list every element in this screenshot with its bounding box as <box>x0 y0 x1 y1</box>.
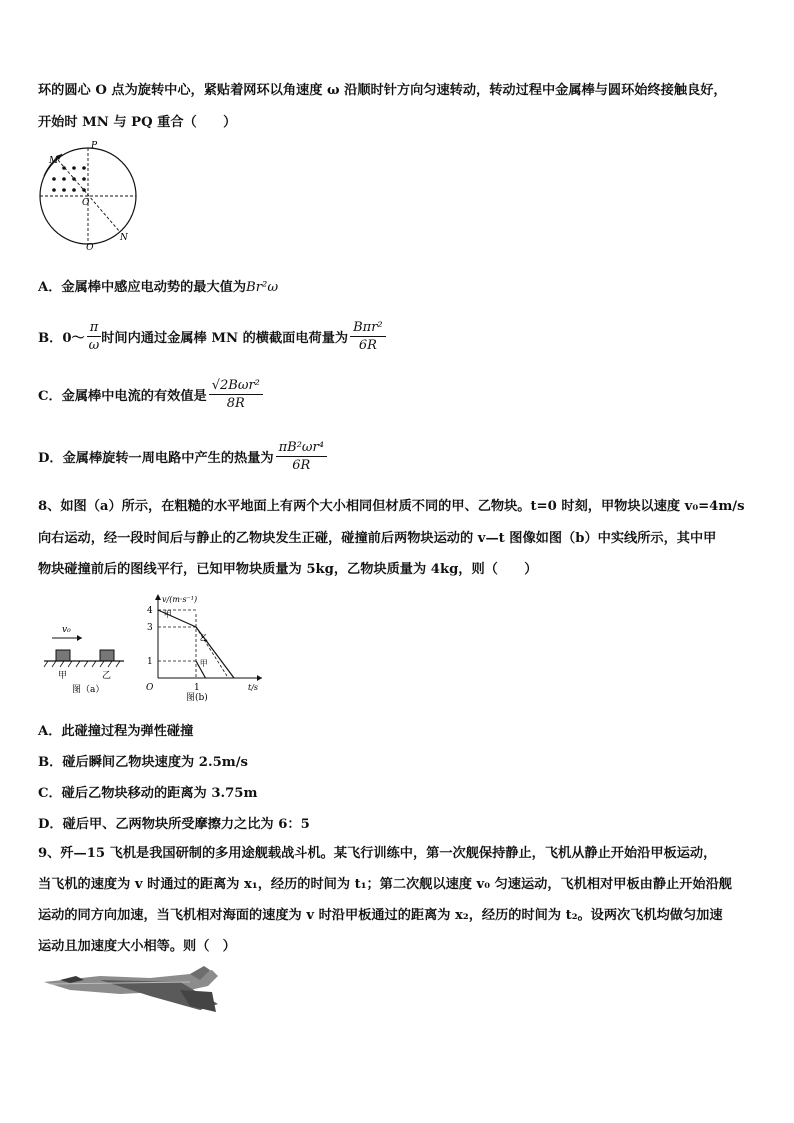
q7-option-b-pre: B．0～ <box>38 331 85 346</box>
q8-option-a: A．此碰撞过程为弹性碰撞 <box>38 724 194 739</box>
frac1-den: ω <box>88 338 100 353</box>
q7-option-b <box>38 320 386 353</box>
frac1-num: π <box>87 320 102 337</box>
q7-option-b-frac2 <box>350 320 386 353</box>
q9-stem-line-1: 9、歼—15 飞机是我国研制的多用途舰载战斗机。某飞行训练中，第一次舰保持静止，飞机从静止开始沿甲板运动， <box>38 846 717 861</box>
q8-option-c: C．碰后乙物块移动的距离为 3.75m <box>38 786 258 801</box>
x-tick-label: 1 <box>194 683 200 693</box>
q7-circle-figure <box>30 138 146 250</box>
q8-stem-line-2: 向右运动，经一段时间后与静止的乙物块发生正碰，碰撞前后两物块运动的 v—t 图像如图（b）中实线所示，其中甲 <box>38 531 717 546</box>
frac2-num: Bπr² <box>350 320 386 337</box>
frac-den: 8R <box>226 396 245 411</box>
q8-figure-a <box>40 620 130 700</box>
q7-option-b-frac1 <box>87 320 102 353</box>
label-q: Q <box>86 243 94 250</box>
q7-stem-line-2: 开始时 MN 与 PQ 重合（ ） <box>38 115 237 130</box>
frac-den: 6R <box>292 458 311 473</box>
q7-stem-line-1: 环的圆心 O 点为旋转中心，紧贴着网环以角速度 ω 沿顺时针方向匀速转动，转动过程中金属棒与圆环始终接触良好， <box>38 83 727 98</box>
q7-option-a-text: A．金属棒中感应电动势的最大值为 <box>38 280 247 295</box>
q9-stem-line-3: 运动的同方向加速，当飞机相对海面的速度为 v 时沿甲板通过的距离为 x₂，经历的时间为 t₂。设两次飞机均做匀加速 <box>38 908 723 923</box>
q8-stem-line-1: 8、如图（a）所示，在粗糙的水平地面上有两个大小相同但材质不同的甲、乙物块。t=0 时刻，甲物块以速度 v₀=4m/s <box>38 499 745 514</box>
fig-a-caption: 图（a） <box>72 685 105 695</box>
q7-option-d <box>38 440 327 473</box>
x-axis-arrow <box>257 675 262 681</box>
frac-num: πB²ωr⁴ <box>276 440 327 457</box>
label-o: O <box>82 198 90 208</box>
series-label-yi: 乙 <box>199 633 208 643</box>
fig-a-v0: v₀ <box>62 625 71 635</box>
q8-vt-chart <box>138 590 268 702</box>
frac-num: √2Bωr² <box>209 378 263 395</box>
q7-option-d-frac <box>276 440 327 473</box>
label-n: N <box>120 233 128 243</box>
label-m: M <box>49 156 59 166</box>
y-tick-label: 1 <box>147 657 153 667</box>
q8-option-b: B．碰后瞬间乙物块速度为 2.5m/s <box>38 755 248 770</box>
fig-a-yi: 乙 <box>102 671 112 681</box>
chart-caption: 图(b) <box>186 693 208 702</box>
q7-option-d-text: D．金属棒旋转一周电路中产生的热量为 <box>38 451 274 466</box>
frac2-den: 6R <box>358 338 377 353</box>
y-axis-arrow <box>155 594 161 600</box>
q7-option-a-expr: Br²ω <box>246 280 279 295</box>
q7-option-c-text: C．金属棒中电流的有效值是 <box>38 389 207 404</box>
q7-option-b-mid: 时间内通过金属棒 MN 的横截面电荷量为 <box>101 331 349 346</box>
q7-option-c-frac <box>209 378 263 411</box>
series-label-jia-bottom: 甲 <box>199 659 208 669</box>
y-tick-label: 3 <box>147 623 153 633</box>
q7-option-a <box>38 276 278 295</box>
q8-option-d: D．碰后甲、乙两物块所受摩擦力之比为 6：5 <box>38 817 310 832</box>
x-axis-label: t/s <box>248 683 259 692</box>
q9-stem-line-2: 当飞机的速度为 v 时通过的距离为 x₁，经历的时间为 t₁；第二次舰以速度 v₀ 匀速运动，飞机相对甲板由静止开始沿舰 <box>38 877 732 892</box>
y-tick-label: 4 <box>147 606 153 616</box>
series-label-jia-top: 甲 <box>163 609 172 619</box>
y-axis-label: v/(m·s⁻¹) <box>162 595 198 604</box>
label-p: P <box>91 141 98 151</box>
q7-option-c <box>38 378 263 411</box>
fighter-jet-image <box>40 966 224 1016</box>
q9-stem-line-4: 运动且加速度大小相等。则（ ） <box>38 939 236 954</box>
q8-stem-line-3: 物块碰撞前后的图线平行，已知甲物块质量为 5kg，乙物块质量为 4kg，则（ ） <box>38 562 538 577</box>
origin-label: O <box>146 683 154 693</box>
fig-a-jia: 甲 <box>58 671 68 681</box>
